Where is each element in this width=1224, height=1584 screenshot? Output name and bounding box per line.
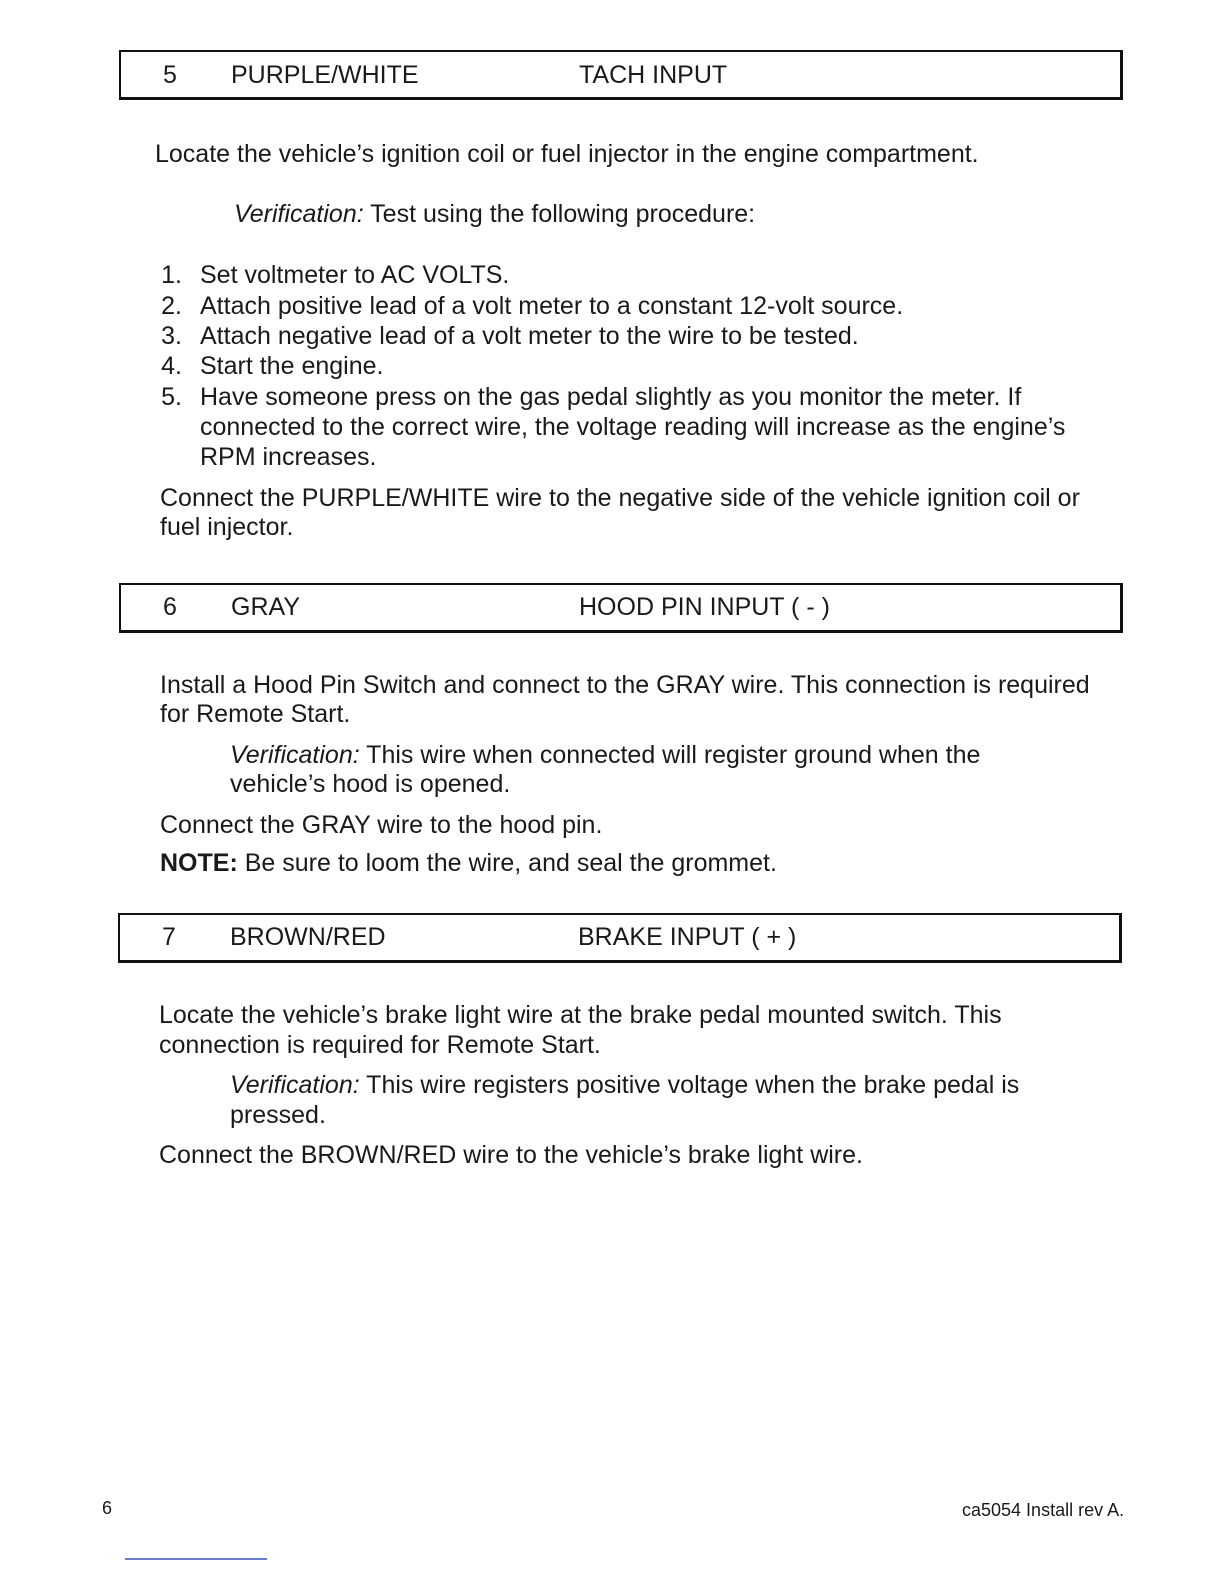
tach-verification (234, 199, 755, 229)
wire-color: GRAY (231, 593, 300, 621)
list-text: Have someone press on the gas pedal slightly as you monitor the meter. If (200, 383, 1022, 411)
document-id: ca5054 Install rev A. (962, 1500, 1125, 1520)
hood-verification-line-2: vehicle’s hood is opened. (230, 770, 511, 798)
list-number: 5. (161, 383, 182, 411)
wire-number: 6 (163, 593, 177, 621)
brake-locate-line-1: Locate the vehicle’s brake light wire at the brake pedal mounted switch. This (159, 1001, 1002, 1029)
note-label: NOTE: (160, 849, 238, 877)
section-header-5 (119, 50, 1123, 100)
list-number: 1. (161, 261, 182, 289)
verification-label: Verification: (234, 200, 364, 228)
brake-locate-line-2: connection is required for Remote Start. (159, 1031, 601, 1059)
verification-label: Verification: (230, 741, 360, 769)
wire-function: TACH INPUT (579, 61, 728, 89)
list-text: Attach negative lead of a volt meter to the wire to be tested. (200, 322, 859, 350)
page-number: 6 (102, 1498, 113, 1518)
brake-connect-text: Connect the BROWN/RED wire to the vehicle’s brake light wire. (159, 1141, 863, 1169)
list-text: Set voltmeter to AC VOLTS. (200, 261, 510, 289)
wire-function: BRAKE INPUT ( + ) (578, 923, 797, 951)
tach-connect-line-1: Connect the PURPLE/WHITE wire to the negative side of the vehicle ignition coil or (160, 484, 1080, 512)
section-header-7 (118, 913, 1122, 963)
hood-note (160, 848, 777, 878)
wire-number: 7 (162, 923, 176, 951)
list-text: Start the engine. (200, 352, 384, 380)
list-number: 3. (161, 322, 182, 350)
hood-connect-text: Connect the GRAY wire to the hood pin. (160, 811, 603, 839)
brake-verification-line-2: pressed. (230, 1101, 326, 1129)
list-number: 2. (161, 292, 182, 320)
scan-artifact-line (125, 1558, 267, 1560)
verification-text: Test using the following procedure: (363, 200, 756, 228)
wire-color: PURPLE/WHITE (231, 61, 419, 89)
verification-text: This wire registers positive voltage when the brake pedal is (359, 1071, 1020, 1099)
list-text: RPM increases. (200, 443, 377, 471)
verification-text: This wire when connected will register ground when the (359, 741, 981, 769)
hood-verification (230, 740, 980, 770)
tach-locate-text: Locate the vehicle’s ignition coil or fuel injector in the engine compartment. (155, 140, 979, 168)
wire-number: 5 (163, 61, 177, 89)
hood-install-line-2: for Remote Start. (160, 700, 351, 728)
list-number: 4. (161, 352, 182, 380)
list-text: connected to the correct wire, the voltage reading will increase as the engine’s (200, 413, 1066, 441)
wire-function: HOOD PIN INPUT ( - ) (579, 593, 830, 621)
hood-install-line-1: Install a Hood Pin Switch and connect to the GRAY wire. This connection is required (160, 671, 1090, 699)
brake-verification (230, 1070, 1019, 1100)
tach-connect-line-2: fuel injector. (160, 513, 294, 541)
section-header-6 (119, 583, 1123, 633)
verification-label: Verification: (230, 1071, 360, 1099)
wire-color: BROWN/RED (230, 923, 386, 951)
note-text: Be sure to loom the wire, and seal the grommet. (237, 849, 777, 877)
list-text: Attach positive lead of a volt meter to a constant 12-volt source. (200, 292, 904, 320)
